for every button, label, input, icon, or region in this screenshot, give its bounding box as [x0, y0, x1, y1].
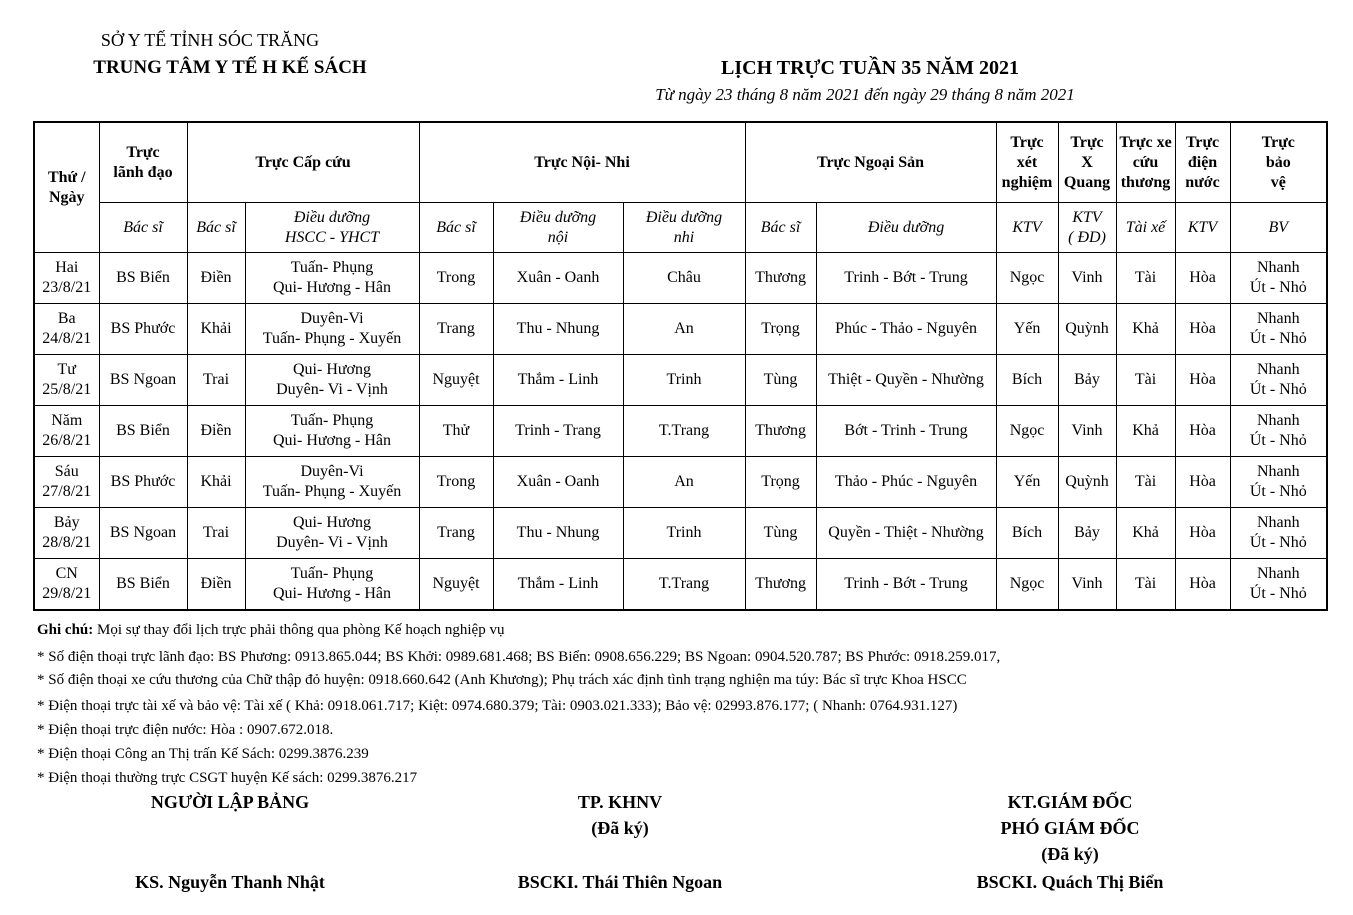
sub-surg-doctor: Bác sĩ	[745, 203, 816, 253]
sub-in-doctor: Bác sĩ	[419, 203, 493, 253]
cell-xray: Vinh	[1058, 253, 1116, 304]
sub-lab: KTV	[996, 203, 1058, 253]
cell-lab: Bích	[996, 355, 1058, 406]
cell-day: Tư 25/8/21	[34, 355, 99, 406]
note-line: * Điện thoại trực điện nước: Hòa : 0907.672.018.	[37, 722, 334, 738]
cell-surg-doctor: Tùng	[745, 355, 816, 406]
cell-er-nurse: Tuấn- Phụng Qui- Hương - Hân	[245, 559, 419, 611]
header-lab: Trực xét nghiệm	[996, 122, 1058, 203]
cell-driver: Khả	[1116, 304, 1175, 355]
header-emergency: Trực Cấp cứu	[187, 122, 419, 203]
cell-lead: BS Biển	[99, 253, 187, 304]
org-center: TRUNG TÂM Y TẾ H KẾ SÁCH	[93, 57, 367, 78]
cell-utility: Hòa	[1175, 508, 1230, 559]
sig-mid-name: BSCKI. Thái Thiên Ngoan	[517, 872, 723, 892]
cell-security: Nhanh Út - Nhỏ	[1230, 508, 1327, 559]
cell-lab: Ngọc	[996, 253, 1058, 304]
page-title: LỊCH TRỰC TUẦN 35 NĂM 2021	[721, 57, 1019, 79]
table-row	[34, 559, 1327, 611]
cell-in-doctor: Nguyệt	[419, 355, 493, 406]
cell-er-nurse: Duyên-Vi Tuấn- Phụng - Xuyến	[245, 457, 419, 508]
cell-xray: Quỳnh	[1058, 304, 1116, 355]
sub-er-doctor: Bác sĩ	[187, 203, 245, 253]
note-main	[37, 622, 504, 639]
cell-day: CN 29/8/21	[34, 559, 99, 611]
cell-xray: Quỳnh	[1058, 457, 1116, 508]
cell-xray: Vinh	[1058, 406, 1116, 457]
sub-peds-nurse: Điều dưỡng nhi	[623, 203, 745, 253]
cell-lab: Ngọc	[996, 559, 1058, 611]
cell-er-doctor: Khải	[187, 457, 245, 508]
sub-ambulance: Tài xế	[1116, 203, 1175, 253]
cell-er-doctor: Trai	[187, 355, 245, 406]
cell-surg-nurse: Thảo - Phúc - Nguyên	[816, 457, 996, 508]
table-row	[34, 304, 1327, 355]
note-line: * Điện thoại trực tài xế và bảo vệ: Tài xế ( Khả: 0918.061.717; Kiệt: 0974.680.379; Tài: 0903.021.333); Bảo vệ: 02993.876.177; ( Nhanh: 0764.931.127)	[37, 698, 958, 714]
cell-utility: Hòa	[1175, 559, 1230, 611]
sig-right-title1: KT.GIÁM ĐỐC	[1007, 792, 1133, 812]
cell-day: Bảy 28/8/21	[34, 508, 99, 559]
cell-in-nurse: Thu - Nhung	[493, 304, 623, 355]
cell-utility: Hòa	[1175, 304, 1230, 355]
cell-er-doctor: Khải	[187, 304, 245, 355]
cell-er-nurse: Qui- Hương Duyên- Vi - Vịnh	[245, 508, 419, 559]
cell-peds-nurse: T.Trang	[623, 406, 745, 457]
cell-er-doctor: Điền	[187, 406, 245, 457]
cell-surg-nurse: Trinh - Bớt - Trung	[816, 253, 996, 304]
duty-schedule-table	[33, 121, 1328, 611]
cell-lead: BS Phước	[99, 457, 187, 508]
note-label: Ghi chú:	[37, 622, 94, 638]
cell-utility: Hòa	[1175, 355, 1230, 406]
sig-right-signed: (Đã ký)	[1041, 844, 1099, 864]
sig-left-name: KS. Nguyễn Thanh Nhật	[135, 872, 325, 892]
cell-in-doctor: Thử	[419, 406, 493, 457]
header-xray: Trực X Quang	[1058, 122, 1116, 203]
sig-mid-title: TP. KHNV	[577, 792, 663, 812]
cell-day: Ba 24/8/21	[34, 304, 99, 355]
cell-in-nurse: Xuân - Oanh	[493, 253, 623, 304]
cell-in-nurse: Thu - Nhung	[493, 508, 623, 559]
header-lead: Trực lãnh đạo	[99, 122, 187, 203]
cell-in-doctor: Nguyệt	[419, 559, 493, 611]
cell-lab: Yến	[996, 304, 1058, 355]
cell-surg-nurse: Thiệt - Quyền - Nhường	[816, 355, 996, 406]
note-line: * Điện thoại thường trực CSGT huyện Kế sách: 0299.3876.217	[37, 770, 418, 786]
cell-er-nurse: Tuấn- Phụng Qui- Hương - Hân	[245, 253, 419, 304]
cell-driver: Tài	[1116, 253, 1175, 304]
cell-day: Hai 23/8/21	[34, 253, 99, 304]
table-row	[34, 406, 1327, 457]
header-row-roles	[34, 203, 1327, 253]
cell-surg-doctor: Tùng	[745, 508, 816, 559]
cell-peds-nurse: An	[623, 304, 745, 355]
date-range: Từ ngày 23 tháng 8 năm 2021 đến ngày 29 tháng 8 năm 2021	[655, 85, 1075, 104]
cell-driver: Tài	[1116, 559, 1175, 611]
cell-security: Nhanh Út - Nhỏ	[1230, 355, 1327, 406]
cell-lead: BS Biển	[99, 406, 187, 457]
cell-surg-doctor: Trọng	[745, 457, 816, 508]
sig-mid-signed: (Đã ký)	[591, 818, 649, 838]
header-surgery: Trực Ngoại Sản	[745, 122, 996, 203]
header-internal: Trực Nội- Nhi	[419, 122, 745, 203]
cell-lab: Yến	[996, 457, 1058, 508]
cell-in-doctor: Trang	[419, 304, 493, 355]
header-day: Thứ / Ngày	[34, 122, 99, 253]
cell-surg-nurse: Quyền - Thiệt - Nhường	[816, 508, 996, 559]
sub-utility: KTV	[1175, 203, 1230, 253]
cell-er-doctor: Điền	[187, 559, 245, 611]
sub-security: BV	[1230, 203, 1327, 253]
cell-security: Nhanh Út - Nhỏ	[1230, 406, 1327, 457]
cell-lead: BS Ngoan	[99, 508, 187, 559]
cell-driver: Khả	[1116, 508, 1175, 559]
cell-in-nurse: Xuân - Oanh	[493, 457, 623, 508]
cell-xray: Bảy	[1058, 355, 1116, 406]
sig-right-name: BSCKI. Quách Thị Biển	[976, 872, 1164, 892]
cell-day: Sáu 27/8/21	[34, 457, 99, 508]
cell-surg-nurse: Phúc - Thảo - Nguyên	[816, 304, 996, 355]
note-text: Mọi sự thay đổi lịch trực phải thông qua phòng Kế hoạch nghiệp vụ	[93, 622, 505, 638]
cell-peds-nurse: Trinh	[623, 355, 745, 406]
cell-er-nurse: Tuấn- Phụng Qui- Hương - Hân	[245, 406, 419, 457]
cell-peds-nurse: Châu	[623, 253, 745, 304]
cell-lab: Bích	[996, 508, 1058, 559]
cell-in-doctor: Trong	[419, 457, 493, 508]
sig-left-title: NGƯỜI LẬP BẢNG	[150, 792, 310, 812]
table-row	[34, 355, 1327, 406]
cell-surg-doctor: Thương	[745, 253, 816, 304]
cell-surg-doctor: Thương	[745, 559, 816, 611]
cell-xray: Vinh	[1058, 559, 1116, 611]
cell-utility: Hòa	[1175, 457, 1230, 508]
cell-in-nurse: Trinh - Trang	[493, 406, 623, 457]
cell-utility: Hòa	[1175, 406, 1230, 457]
cell-security: Nhanh Út - Nhỏ	[1230, 253, 1327, 304]
note-line: * Số điện thoại trực lãnh đạo: BS Phương: 0913.865.044; BS Khởi: 0989.681.468; BS Biển: 0908.656.229; BS Ngoan: 0904.520.787; BS Phước: 0918.259.017,	[37, 649, 1001, 665]
cell-surg-doctor: Trọng	[745, 304, 816, 355]
table-row	[34, 508, 1327, 559]
cell-er-doctor: Trai	[187, 508, 245, 559]
cell-lead: BS Ngoan	[99, 355, 187, 406]
sub-xray: KTV ( ĐD)	[1058, 203, 1116, 253]
sub-surg-nurse: Điều dưỡng	[816, 203, 996, 253]
cell-utility: Hòa	[1175, 253, 1230, 304]
cell-in-nurse: Thắm - Linh	[493, 355, 623, 406]
cell-surg-nurse: Bớt - Trinh - Trung	[816, 406, 996, 457]
cell-er-nurse: Duyên-Vi Tuấn- Phụng - Xuyến	[245, 304, 419, 355]
cell-peds-nurse: T.Trang	[623, 559, 745, 611]
cell-driver: Khả	[1116, 406, 1175, 457]
sub-lead-doctor: Bác sĩ	[99, 203, 187, 253]
cell-security: Nhanh Út - Nhỏ	[1230, 457, 1327, 508]
cell-surg-nurse: Trinh - Bớt - Trung	[816, 559, 996, 611]
header-row-groups	[34, 122, 1327, 203]
header-security: Trực bảo vệ	[1230, 122, 1327, 203]
sub-er-nurse: Điều dưỡng HSCC - YHCT	[245, 203, 419, 253]
cell-security: Nhanh Út - Nhỏ	[1230, 559, 1327, 611]
sub-in-nurse: Điều dưỡng nội	[493, 203, 623, 253]
cell-in-doctor: Trang	[419, 508, 493, 559]
cell-day: Năm 26/8/21	[34, 406, 99, 457]
cell-lab: Ngọc	[996, 406, 1058, 457]
cell-peds-nurse: An	[623, 457, 745, 508]
org-department: SỞ Y TẾ TỈNH SÓC TRĂNG	[100, 30, 320, 50]
sig-right-title2: PHÓ GIÁM ĐỐC	[1000, 818, 1140, 838]
note-line: * Số điện thoại xe cứu thương của Chữ thập đỏ huyện: 0918.660.642 (Anh Khương); Phụ trách xác định tình trạng nghiện ma túy: Bác sĩ trực Khoa HSCC	[37, 672, 967, 688]
cell-lead: BS Biển	[99, 559, 187, 611]
table-row	[34, 457, 1327, 508]
table-row	[34, 253, 1327, 304]
note-line: * Điện thoại Công an Thị trấn Kế Sách: 0299.3876.239	[37, 746, 369, 762]
cell-er-nurse: Qui- Hương Duyên- Vi - Vịnh	[245, 355, 419, 406]
cell-in-doctor: Trong	[419, 253, 493, 304]
cell-in-nurse: Thắm - Linh	[493, 559, 623, 611]
cell-surg-doctor: Thương	[745, 406, 816, 457]
cell-er-doctor: Điền	[187, 253, 245, 304]
cell-driver: Tài	[1116, 355, 1175, 406]
header-utility: Trực điện nước	[1175, 122, 1230, 203]
cell-lead: BS Phước	[99, 304, 187, 355]
cell-xray: Bảy	[1058, 508, 1116, 559]
cell-driver: Tài	[1116, 457, 1175, 508]
header-ambulance: Trực xe cứu thương	[1116, 122, 1175, 203]
cell-peds-nurse: Trinh	[623, 508, 745, 559]
cell-security: Nhanh Út - Nhỏ	[1230, 304, 1327, 355]
